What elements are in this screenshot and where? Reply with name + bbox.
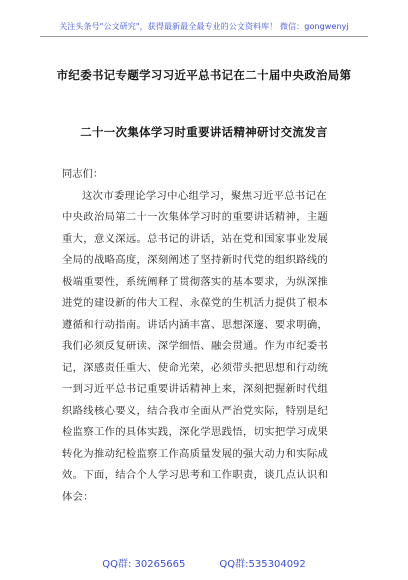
- paragraph-line: 记，深感责任重大、使命光荣，必须带头把思想和行动统: [62, 361, 329, 374]
- paragraph-line: 检监察工作的具体实践，深化学思践悟，切实把学习成果: [62, 426, 329, 438]
- paragraph-line: 一到习近平总书记重要讲话精神上来，深刻把握新时代组: [62, 383, 329, 395]
- header-banner: [40, 16, 368, 37]
- paragraph-line: 这次市委理论学习中心组学习，聚焦习近平总书记在: [82, 189, 327, 202]
- document-title-line-2: 二十一次集体学习时重要讲话精神研讨交流发言: [80, 125, 328, 139]
- document-body: [62, 145, 352, 508]
- paragraph-line: 织路线核心要义，结合我市全面从严治党实际，特别是纪: [62, 404, 329, 417]
- footer-contact: [0, 555, 408, 570]
- paragraph-line: 转化为推动纪检监察工作高质量发展的强大动力和实际成: [62, 447, 329, 460]
- paragraph-line: 体会：: [62, 490, 94, 503]
- salutation: 同志们：: [62, 168, 104, 180]
- paragraph-line: 重大，意义深远。总书记的讲话，站在党和国家事业发展: [62, 232, 329, 245]
- footer-qq-group-2: QQ群:535304092: [219, 559, 306, 570]
- paragraph-line: 效。下面，结合个人学习思考和工作职责，谈几点认识和: [62, 469, 329, 481]
- paragraph-line: 我们必须反复研读、深学细悟、融会贯通。作为市纪委书: [62, 340, 329, 352]
- footer-qq-group-1: QQ群: 30265665: [102, 559, 186, 570]
- paragraph-line: 全局的战略高度，深刻阐述了坚持新时代党的组织路线的: [62, 254, 329, 266]
- paragraph-line: 极端重要性，系统阐释了贯彻落实的基本要求，为纵深推: [62, 275, 329, 288]
- header-banner-text: 关注头条号"公文研究"，获得最新最全最专业的公文资料库！ 微信：gongwenyj: [59, 21, 349, 31]
- document-title-line-1: 市纪委书记专题学习习近平总书记在二十届中央政治局第: [56, 68, 352, 82]
- paragraph-line: 遵循和行动指南。讲话内涵丰富、思想深邃、要求明确，: [62, 318, 329, 331]
- paragraph-line: 进党的建设新的伟大工程、永葆党的生机活力提供了根本: [62, 297, 329, 309]
- paragraph-line: 中央政治局第二十一次集体学习时的重要讲话精神，主题: [62, 211, 329, 223]
